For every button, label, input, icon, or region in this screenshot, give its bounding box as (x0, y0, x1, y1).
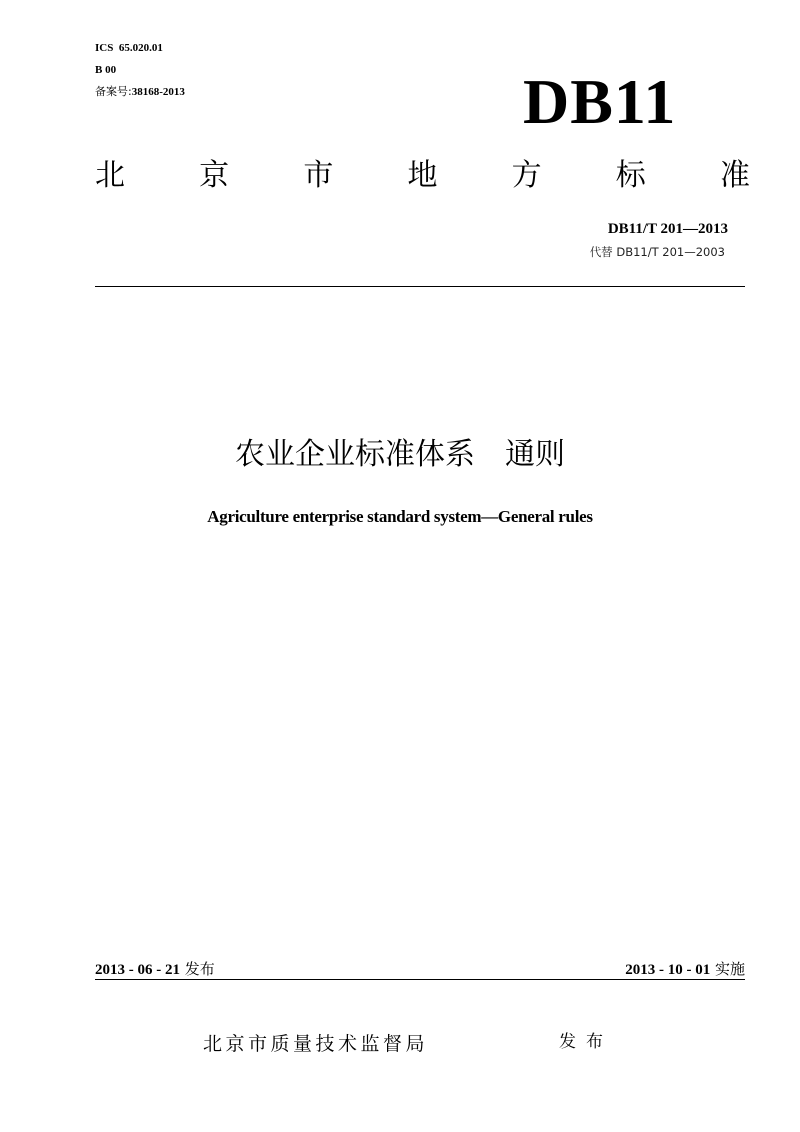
registration-number: 38168-2013 (131, 86, 185, 98)
standard-type-char: 准 (719, 158, 750, 193)
standard-code-logo: DB11 (523, 66, 677, 137)
implement-date-line (625, 959, 745, 980)
bottom-divider (95, 979, 745, 980)
publish-label: 发布 (184, 960, 215, 978)
standard-type-char: 方 (511, 158, 542, 193)
document-title-en: Agriculture enterprise standard system—General rules (207, 507, 593, 526)
standard-type-char: 地 (407, 158, 438, 193)
top-divider (95, 286, 745, 287)
implement-date: 2013 - 10 - 01 (625, 962, 711, 978)
registration-number-line (95, 85, 185, 99)
issuer-name: 北京市质量技术监督局 (203, 1033, 429, 1055)
category-code: B 00 (95, 64, 117, 76)
issuer-action: 发布 (559, 1032, 613, 1052)
publish-date: 2013 - 06 - 21 (95, 962, 180, 978)
standard-type-char: 标 (615, 158, 646, 193)
standard-number: DB11/T 201—2013 (607, 221, 728, 237)
standard-type-heading (95, 156, 750, 196)
publish-date-line (95, 959, 215, 980)
standard-type-char: 京 (199, 158, 230, 193)
implement-label: 实施 (714, 960, 745, 978)
standard-type-char: 市 (303, 158, 334, 193)
ics-code: ICS 65.020.01 (95, 42, 163, 54)
registration-label: 备案号: (95, 85, 132, 98)
document-title-cn: 农业企业标准体系 通则 (235, 437, 565, 472)
replaces-standard: 代替 DB11/T 201—2003 (589, 245, 725, 259)
standard-type-char: 北 (95, 158, 125, 193)
